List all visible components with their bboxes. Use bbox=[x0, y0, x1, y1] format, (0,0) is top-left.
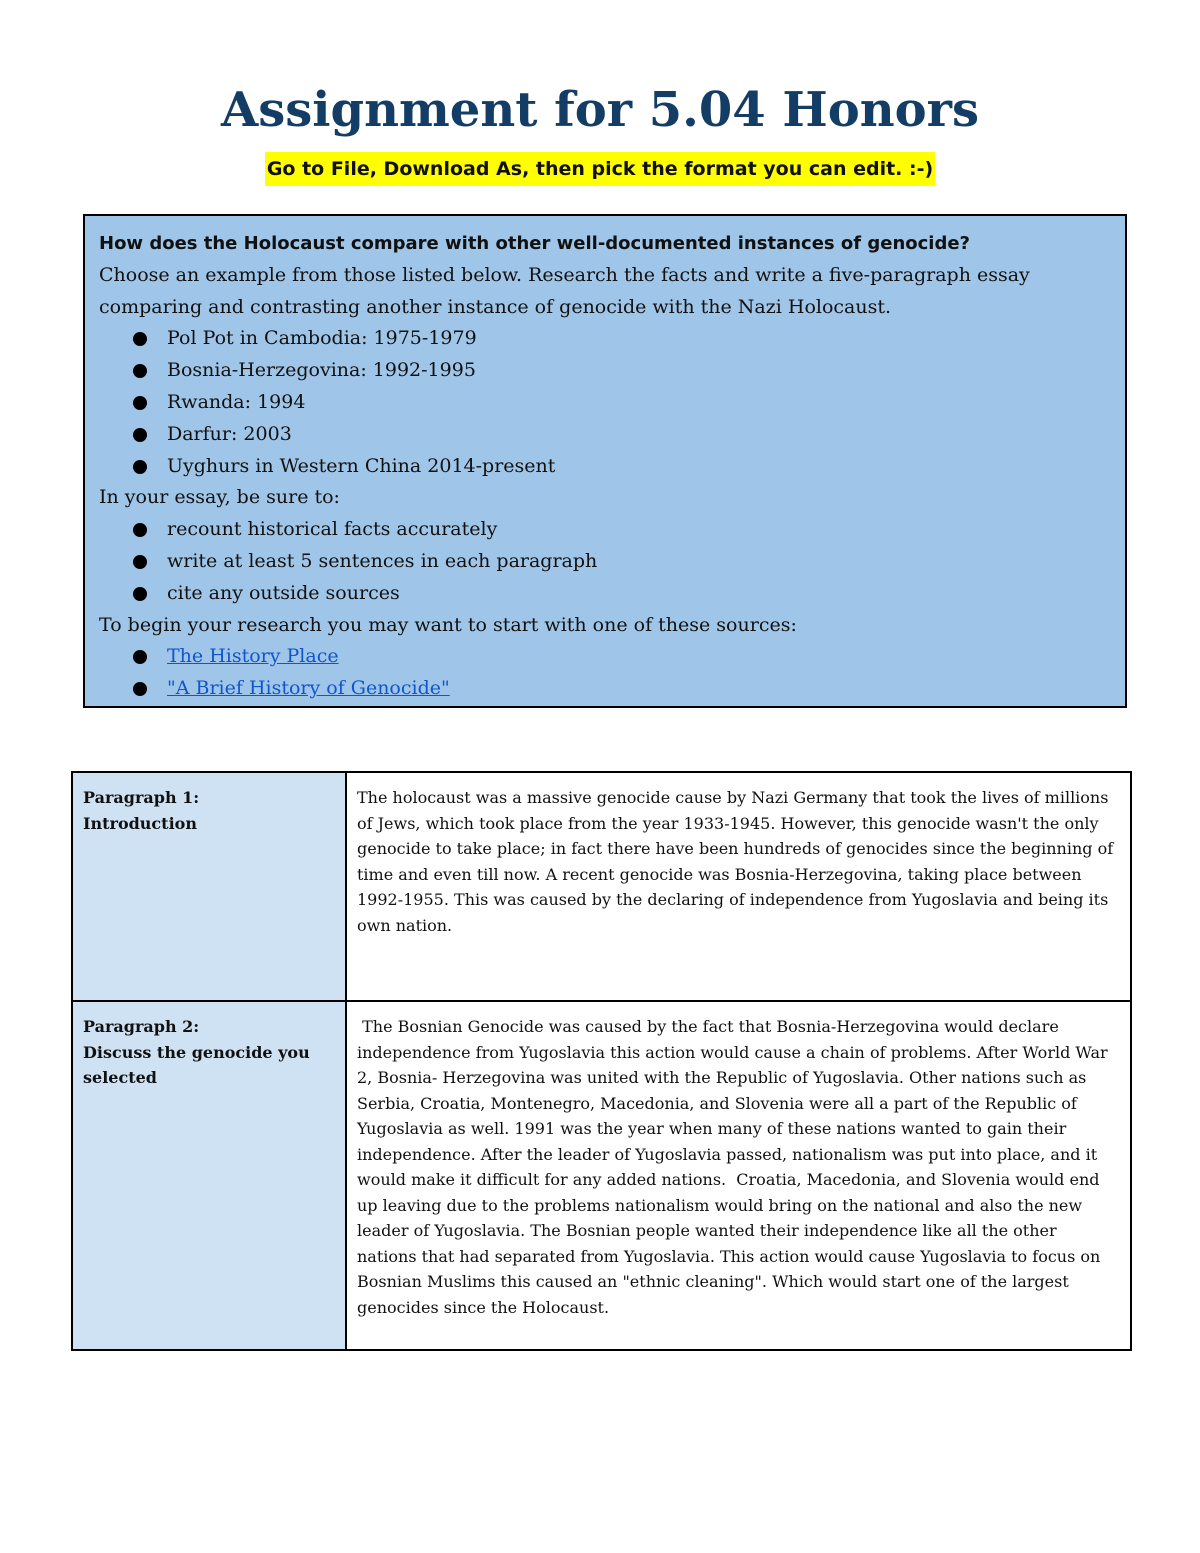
list-item bbox=[133, 355, 1125, 387]
paragraph-text: The Bosnian Genocide was caused by the fact that Bosnia-Herzegovina would declare independence from Yugoslavia this action would cause a chain of problems. After World War 2, Bosnia- Herzegovina was united with the Republic of Yugoslavia. Other nations such as Serbia, Croatia, Montenegro, Macedonia, and Slovenia were all a part of the Republic of Yugoslavia as well. 1991 was the year when many of these nations wanted to gain their independence. After the leader of Yugoslavia passed, nationalism was put into place, and it would make it difficult for any added nations. Croatia, Macedonia, and Slovenia would end up leaving due to the problems nationalism would bring on the national and also the new leader of Yugoslavia. The Bosnian people wanted their independence like all the other nations that had separated from Yugoslavia. This action would cause Yugoslavia to focus on Bosnian Muslims this caused an "ethnic cleaning". Which would start one of the largest genocides since the Holocaust. bbox=[357, 1017, 1113, 1317]
list-item bbox=[133, 323, 1125, 355]
table-row bbox=[72, 1001, 1131, 1350]
assignment-prompt-box bbox=[83, 214, 1127, 708]
sources-heading: To begin your research you may want to start with one of these sources: bbox=[99, 613, 797, 636]
prompt-intro-line-2: comparing and contrasting another instance of genocide with the Nazi Holocaust. bbox=[99, 295, 892, 318]
bullet-icon bbox=[133, 460, 147, 474]
example-label: Darfur: 2003 bbox=[167, 422, 292, 445]
prompt-intro-line-1: Choose an example from those listed below. Research the facts and write a five-paragraph essay bbox=[99, 263, 1030, 286]
example-label: Rwanda: 1994 bbox=[167, 390, 306, 413]
paragraph-label-cell bbox=[72, 772, 346, 1001]
paragraph-number: Paragraph 1: bbox=[83, 788, 200, 807]
sources-list bbox=[99, 641, 1125, 705]
example-label: Uyghurs in Western China 2014-present bbox=[167, 454, 556, 477]
list-item bbox=[133, 451, 1125, 483]
requirements-heading: In your essay, be sure to: bbox=[99, 486, 340, 509]
page-title: Assignment for 5.04 Honors bbox=[221, 82, 979, 138]
paragraph-label-cell bbox=[72, 1001, 346, 1350]
essay-table bbox=[71, 771, 1132, 1351]
bullet-icon bbox=[133, 587, 147, 601]
paragraph-text-cell[interactable] bbox=[346, 772, 1131, 1001]
bullet-icon bbox=[133, 428, 147, 442]
bullet-icon bbox=[133, 650, 147, 664]
brief-history-of-genocide-link[interactable]: "A Brief History of Genocide" bbox=[167, 677, 450, 700]
requirement-label: cite any outside sources bbox=[167, 581, 400, 604]
list-item bbox=[133, 514, 1125, 546]
paragraph-text: The holocaust was a massive genocide cause by Nazi Germany that took the lives of millions of Jews, which took place from the year 1933-1945. However, this genocide wasn't the only genocide to take place; in fact there have been hundreds of genocides since the beginning of time and even till now. A recent genocide was Bosnia-Herzegovina, taking place between 1992-1955. This was caused by the declaring of independence from Yugoslavia and being its own nation. bbox=[357, 788, 1114, 935]
paragraph-topic: Discuss the genocide you selected bbox=[83, 1042, 310, 1087]
list-item bbox=[133, 546, 1125, 578]
bullet-icon bbox=[133, 523, 147, 537]
bullet-icon bbox=[133, 555, 147, 569]
bullet-icon bbox=[133, 332, 147, 346]
list-item bbox=[133, 673, 1125, 705]
paragraph-topic: Introduction bbox=[83, 813, 197, 833]
paragraph-text-cell[interactable] bbox=[346, 1001, 1131, 1350]
table-row bbox=[72, 772, 1131, 1001]
instruction-banner bbox=[0, 152, 1200, 186]
example-label: Pol Pot in Cambodia: 1975-1979 bbox=[167, 327, 477, 350]
paragraph-number: Paragraph 2: bbox=[83, 1017, 200, 1036]
bullet-icon bbox=[133, 364, 147, 378]
example-list bbox=[99, 323, 1125, 482]
list-item bbox=[133, 578, 1125, 610]
download-instruction: Go to File, Download As, then pick the format you can edit. :-) bbox=[265, 152, 935, 186]
requirement-label: recount historical facts accurately bbox=[167, 518, 498, 541]
example-label: Bosnia-Herzegovina: 1992-1995 bbox=[167, 359, 476, 382]
requirements-list bbox=[99, 514, 1125, 609]
history-place-link[interactable]: The History Place bbox=[167, 645, 339, 668]
bullet-icon bbox=[133, 682, 147, 696]
prompt-question: How does the Holocaust compare with other well-documented instances of genocide? bbox=[99, 233, 970, 254]
bullet-icon bbox=[133, 396, 147, 410]
list-item bbox=[133, 419, 1125, 451]
requirement-label: write at least 5 sentences in each paragraph bbox=[167, 549, 598, 572]
list-item bbox=[133, 641, 1125, 673]
list-item bbox=[133, 387, 1125, 419]
